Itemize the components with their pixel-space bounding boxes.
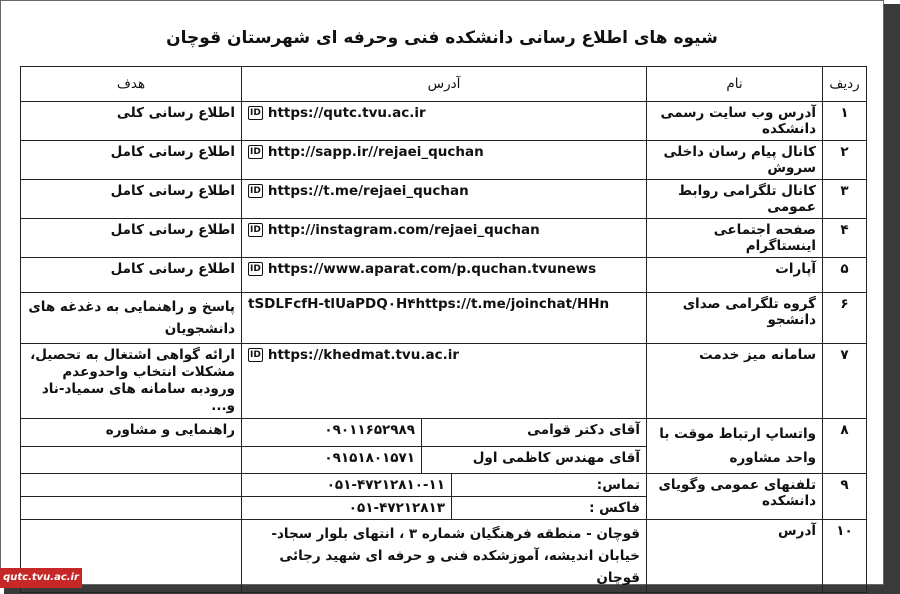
table-row [21,344,867,419]
contact-phone-2: ۰۹۱۵۱۸۰۱۵۷۱ [242,446,422,474]
header-goal: هدف [21,67,242,102]
info-table [20,66,867,593]
id-icon: ID [250,147,261,157]
empty-cell [21,474,242,497]
row-name: تلفنهای عمومی وگویای دانشکده [647,474,823,520]
row-number: ۱۰ [823,520,867,593]
row-name: سامانه میز خدمت [647,344,823,419]
row-name: کانال پیام رسان داخلی سروش [647,141,823,180]
id-icon: ID [250,264,261,274]
address-line-2: خیابان اندیشه، آموزشکده فنی و حرفه ای شهید رجائی قوچان [279,548,641,586]
row-url-cell [242,219,647,258]
id-icon: ID [250,225,261,235]
header-address: آدرس [242,67,647,102]
id-icon: ID [250,350,261,360]
contact-name-1: آقای دکتر قوامی [422,419,647,447]
fax-value: ۰۵۱-۴۷۲۱۲۸۱۳ [242,497,452,520]
row-number: ۶ [823,293,867,344]
row-name: آپارات [647,258,823,293]
url-link[interactable]: https://qutc.tvu.ac.ir [267,105,426,121]
address-cell [242,520,647,593]
row-url-cell [242,344,647,419]
address-line-1: قوچان - منطقه فرهنگیان شماره ۳ ، انتهای بلوار سجاد- [271,526,641,542]
table-row [21,141,867,180]
table-row [21,102,867,141]
table-row [21,419,867,447]
contact-phone-1: ۰۹۰۱۱۶۵۲۹۸۹ [242,419,422,447]
table-row [21,219,867,258]
row-goal: اطلاع رسانی کامل [21,258,242,293]
table-row [21,474,867,497]
empty-cell [21,446,242,474]
row-goal: اطلاع رسانی کلی [21,102,242,141]
row-number: ۷ [823,344,867,419]
row-name: آدرس [647,520,823,593]
row-goal: اطلاع رسانی کامل [21,180,242,219]
table-row [21,520,867,593]
table-row [21,293,867,344]
url-link[interactable]: https://t.me/rejaei_quchan [267,183,469,199]
row-goal: اطلاع رسانی کامل [21,141,242,180]
row-goal: ارائه گواهی اشتغال به تحصیل، مشکلات انتخاب واحدوعدم ورودبه سامانه های سمیاد-ناد و... [21,344,242,419]
row-url-cell [242,141,647,180]
row-number: ۲ [823,141,867,180]
row-number: ۹ [823,474,867,520]
row-name: کانال تلگرامی روابط عمومی [647,180,823,219]
frame-shadow-right [884,4,900,594]
url-link[interactable]: http://instagram.com/rejaei_quchan [267,222,540,238]
empty-cell [21,497,242,520]
row-url-cell [242,102,647,141]
table-row [21,180,867,219]
row-number: ۸ [823,419,867,474]
row-name: واتساپ ارتباط موقت با واحد مشاوره [647,419,823,474]
row-name: آدرس وب سایت رسمی دانشکده [647,102,823,141]
page-title: شیوه های اطلاع رسانی دانشکده فنی وحرفه ای شهرستان قوچان [166,28,718,48]
row-name: گروه تلگرامی صدای دانشجو [647,293,823,344]
row-goal: پاسخ و راهنمایی به دغدغه های دانشجویان [21,293,242,344]
row-url-cell [242,293,647,344]
row-number: ۴ [823,219,867,258]
table-row [21,258,867,293]
header-name: نام [647,67,823,102]
table-header-row [21,67,867,102]
row-url-cell [242,180,647,219]
row-number: ۵ [823,258,867,293]
fax-label: فاکس : [452,497,647,520]
row-url-cell [242,258,647,293]
tel-value: ۰۵۱-۴۷۲۱۲۸۱۰-۱۱ [242,474,452,497]
id-icon: ID [250,108,261,118]
row-number: ۳ [823,180,867,219]
url-link[interactable]: https://www.aparat.com/p.quchan.tvunews [267,261,597,277]
site-logo: qutc.tvu.ac.ir [0,568,82,588]
id-icon: ID [250,186,261,196]
contact-name-2: آقای مهندس کاظمی اول [422,446,647,474]
url-link[interactable]: https://khedmat.tvu.ac.ir [267,347,459,363]
row-name: صفحه اجتماعی اینستاگرام [647,219,823,258]
tel-label: تماس: [452,474,647,497]
url-link[interactable]: tSDLFcfH-tlUaPDQ۰H۴https://t.me/joinchat/HHn [248,296,610,312]
row-goal: اطلاع رسانی کامل [21,219,242,258]
header-row-number: ردیف [823,67,867,102]
row-number: ۱ [823,102,867,141]
row-goal: راهنمایی و مشاوره [21,419,242,447]
url-link[interactable]: http://sapp.ir//rejaei_quchan [267,144,484,160]
